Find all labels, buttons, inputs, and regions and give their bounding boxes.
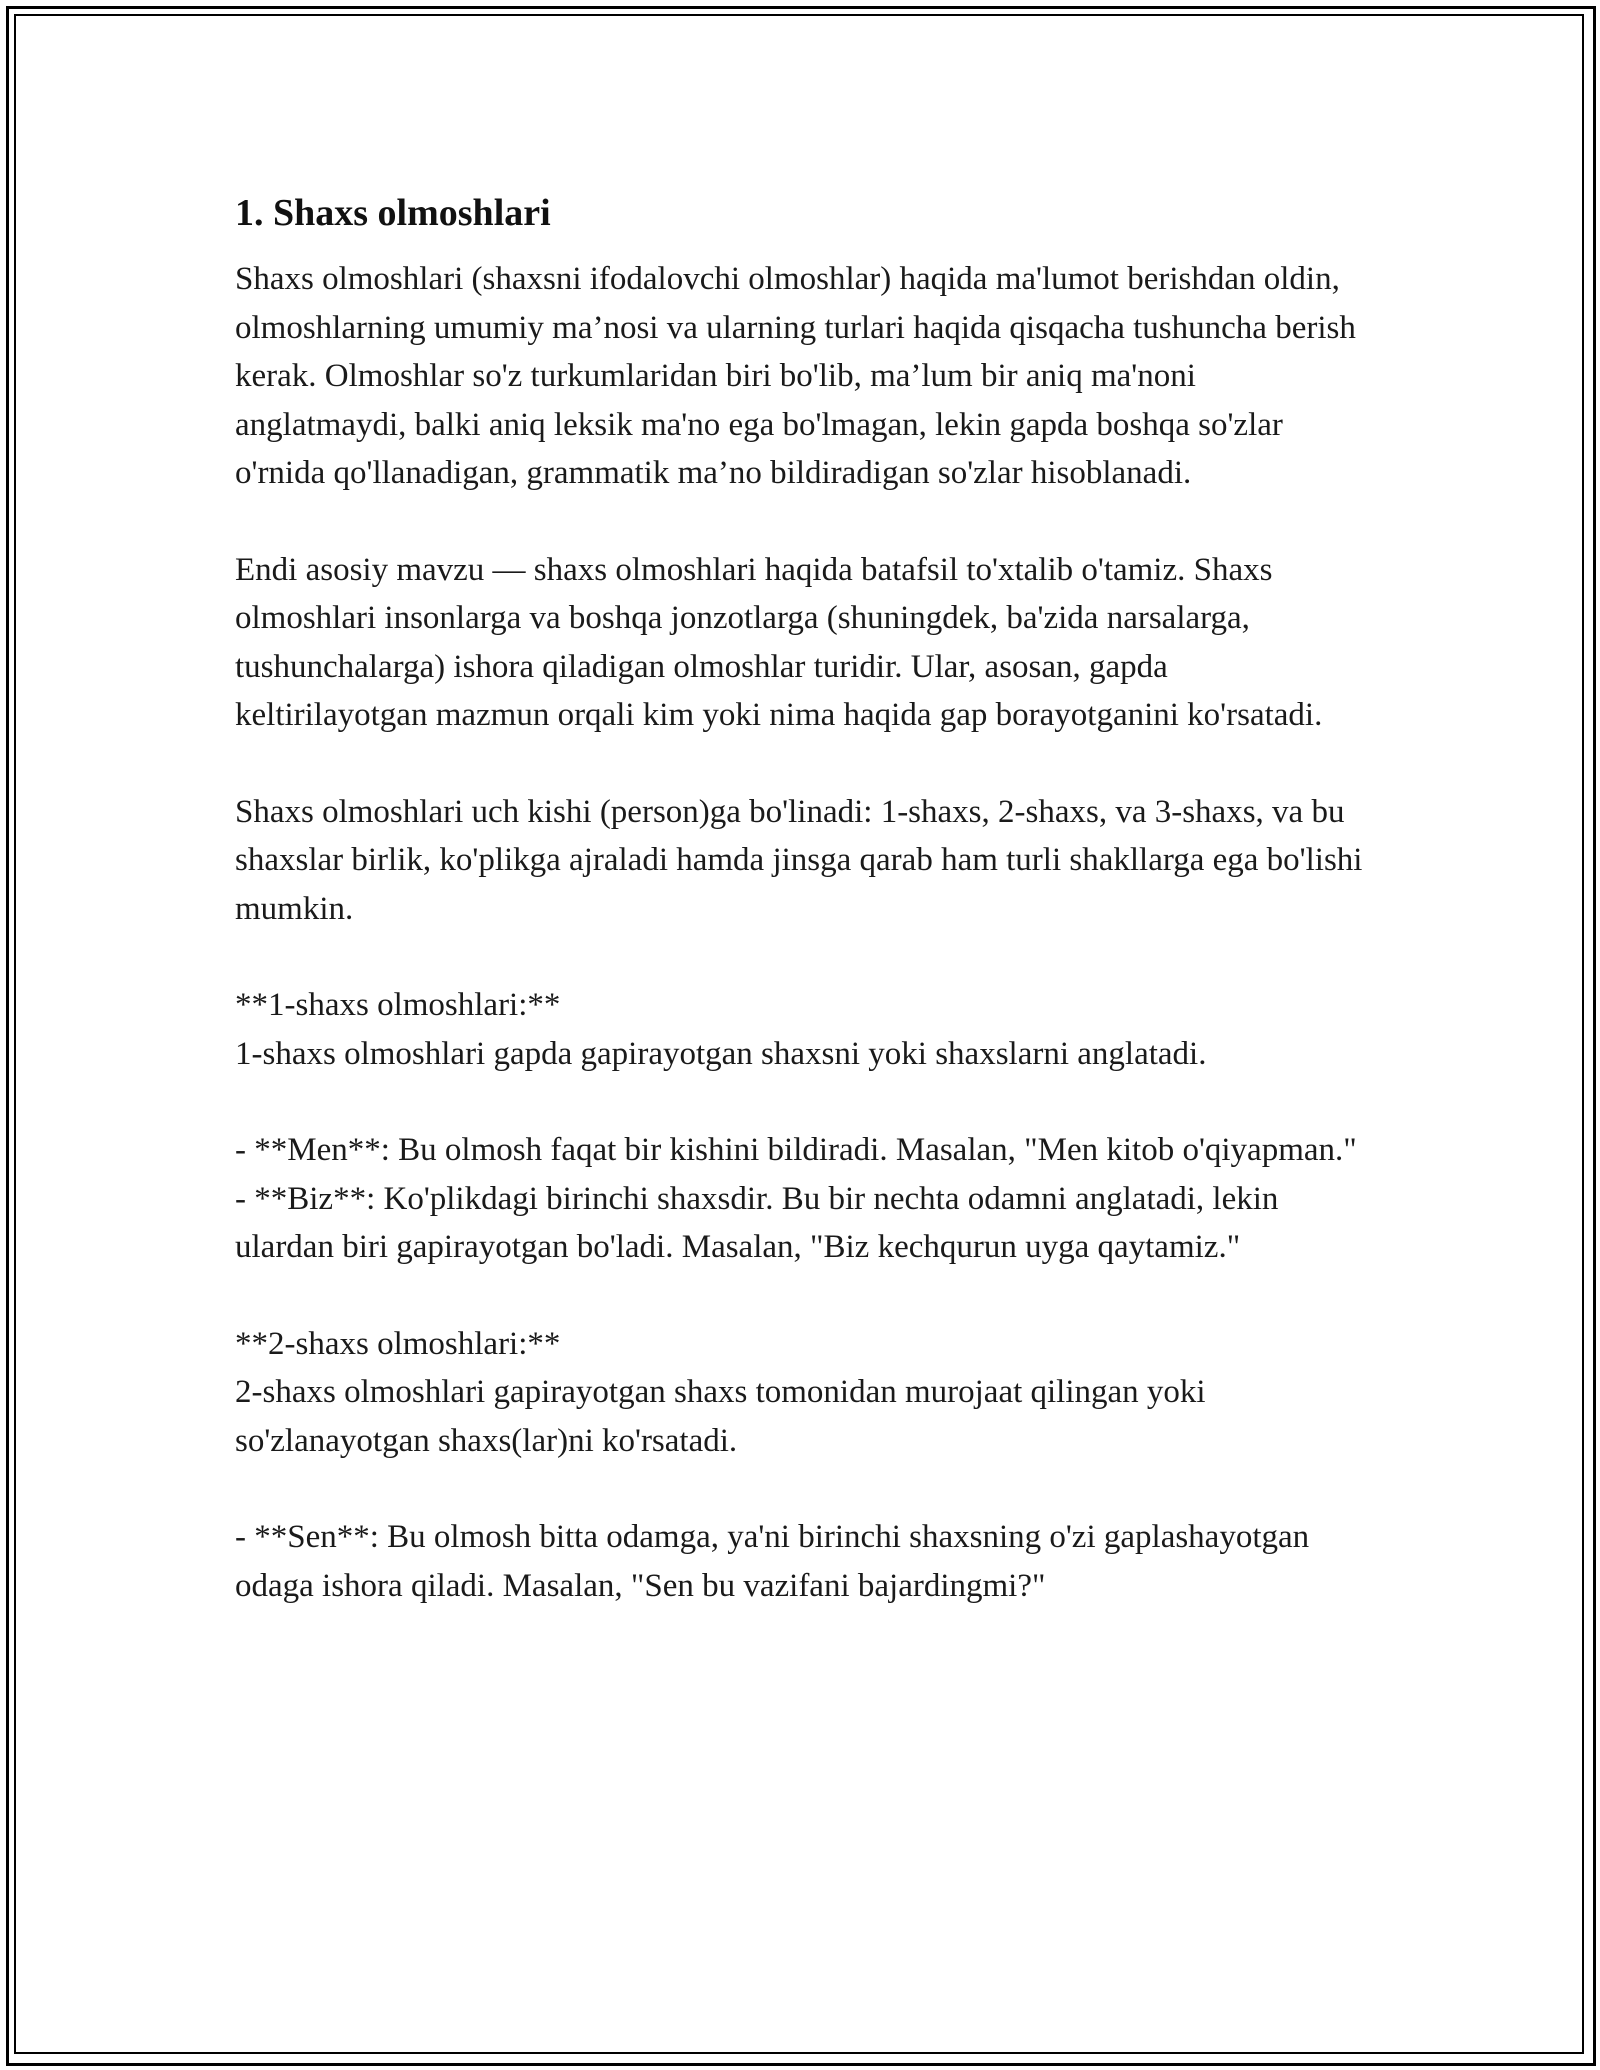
paragraph-second-person: **2-shaxs olmoshlari:** 2-shaxs olmoshlari gapirayotgan shaxs tomonidan murojaat qilingan yoki so'zlanayotgan shaxs(lar)ni ko'rsatadi. bbox=[235, 1325, 1206, 1459]
paragraph-persons: Shaxs olmoshlari uch kishi (person)ga bo'linadi: 1-shaxs, 2-shaxs, va 3-shaxs, va bu shaxslar birlik, ko'plikga ajraladi hamda jinsga qarab ham turli shakllarga ega bo'lishi mumkin. bbox=[235, 793, 1371, 927]
paragraph-second-person-list: - **Sen**: Bu olmosh bitta odamga, ya'ni birinchi shaxsning o'zi gaplashayotgan odaga ishora qiladi. Masalan, "Sen bu vazifani bajardingmi?" bbox=[235, 1519, 1318, 1604]
document-body bbox=[235, 183, 1371, 1658]
section-heading: 1. Shaxs olmoshlari bbox=[235, 192, 551, 234]
paragraph-first-person-list: - **Men**: Bu olmosh faqat bir kishini bildiradi. Masalan, "Men kitob o'qiyapman." - **Biz**: Ko'plikdagi birinchi shaxsdir. Bu bir nechta odamni anglatadi, lekin ulardan biri gapirayotgan bo'ladi. Masalan, "Biz kechqurun uyga qaytamiz." bbox=[235, 1132, 1357, 1265]
paragraph-first-person: **1-shaxs olmoshlari:** 1-shaxs olmoshlari gapda gapirayotgan shaxsni yoki shaxslarni anglatadi. bbox=[235, 987, 1207, 1072]
paragraph-intro: Shaxs olmoshlari (shaxsni ifodalovchi olmoshlar) haqida ma'lumot berishdan oldin, olmoshlarning umumiy ma’nosi va ularning turlari haqida qisqacha tushuncha berish kerak. Olmoshlar so'z turkumlaridan biri bo'lib, ma’lum bir aniq ma'noni anglatmaydi, balki aniq leksik ma'no ega bo'lmagan, lekin gapda boshqa so'zlar o'rnida qo'llanadigan, grammatik ma’no bildiradigan so'zlar hisoblanadi. bbox=[235, 261, 1365, 491]
paragraph-main-topic: Endi asosiy mavzu — shaxs olmoshlari haqida batafsil to'xtalib o'tamiz. Shaxs olmoshlari insonlarga va boshqa jonzotlarga (shuningdek, ba'zida narsalarga, tushunchalarga) ishora qiladigan olmoshlar turidir. Ular, asosan, gapda keltirilayotgan mazmun orqali kim yoki nima haqida gap borayotganini ko'rsatadi. bbox=[235, 551, 1323, 733]
